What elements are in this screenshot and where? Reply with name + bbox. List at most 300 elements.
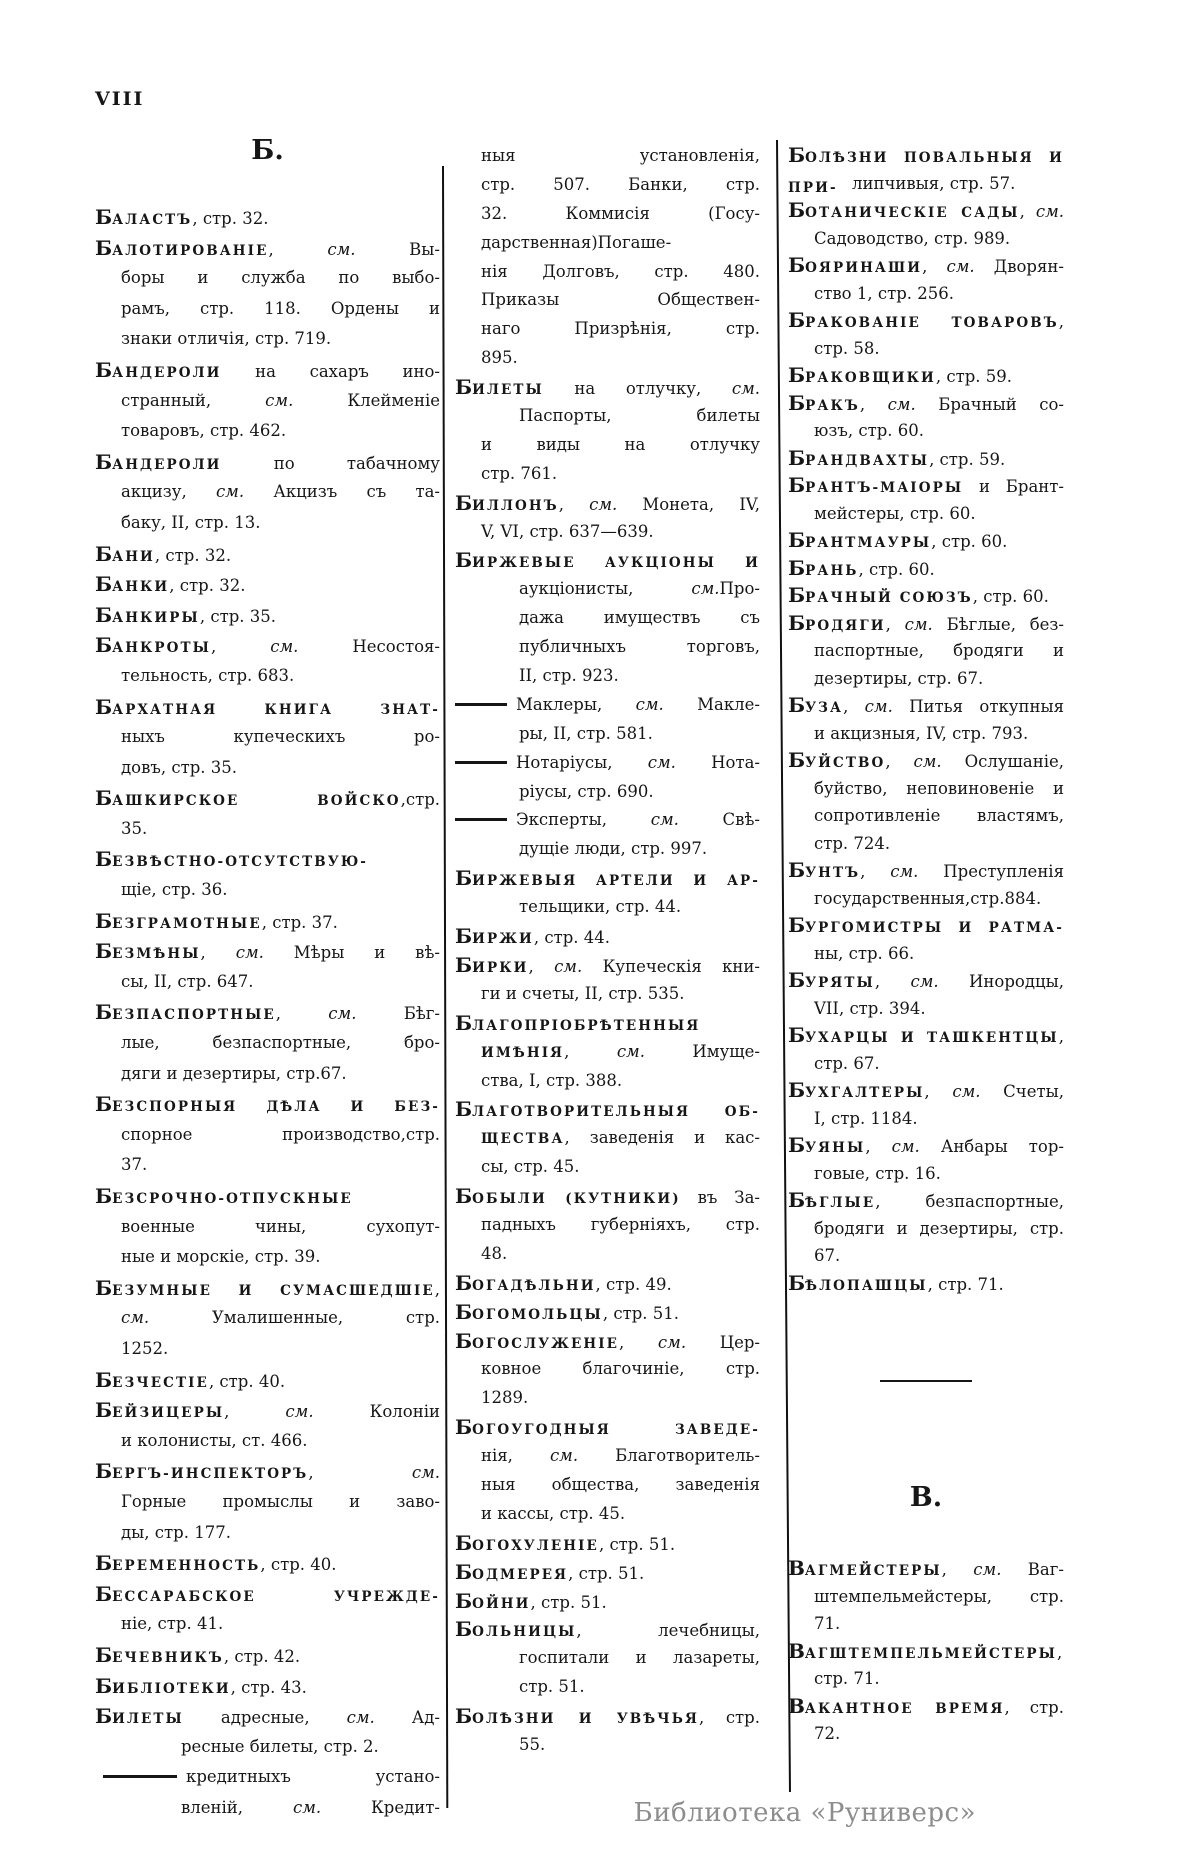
index-line: БИЛЛОНЪ, см. Монета, IV, [455,490,760,515]
headword: УХАРЦЫ И ТАШКЕНТЦЫ [805,1030,1059,1046]
headword-initial: Б [95,1551,113,1576]
headword-initial: Б [95,1367,113,1392]
headword-initial: Б [95,1398,113,1423]
index-line: БЕЗМѢНЫ, см. Мѣры и вѣ- [95,939,440,964]
headword-initial: Б [95,541,113,566]
headword: ОТАНИЧЕСКІЕ САДЫ [805,205,1020,221]
headword: ЕЗСРОЧНО-ОТПУСКНЫЕ [112,1191,353,1207]
headword-initial: Б [788,748,806,772]
index-line: стр. 507. Банки, стр. [481,174,760,194]
index-line: БРАКЪ, см. Брачный со- [788,390,1064,415]
index-line: ВАГМЕЙСТЕРЫ, см. Ваг- [788,1556,1064,1580]
headword-initial: Б [95,633,113,658]
index-line: БУРЯТЫ, см. Инородцы, [788,968,1064,992]
index-line: Маклеры, см. Макле- [455,691,760,720]
headword-initial: Б [95,694,113,719]
see-reference-abbrev: см. [946,257,975,276]
headword: ЕЗЧЕСТІЕ [112,1374,209,1391]
headword: ИЛЕТЫ [112,1711,184,1728]
headword-initial: Б [95,786,113,811]
headword: ОЯРИНАШИ [805,260,923,276]
see-reference-abbrev: см. [235,943,264,963]
index-line: госпитали и лазареты, [519,1648,760,1668]
headword-initial: Б [788,968,806,992]
index-line [95,1181,440,1212]
index-line: БОГОСЛУЖЕНІЕ, см. Цер- [455,1328,760,1353]
index-line: БЕРЕМЕННОСТЬ, стр. 40. [95,1551,337,1576]
index-line: падныхъ губерніяхъ, стр. [481,1214,760,1234]
see-reference-abbrev: см. [973,1560,1002,1579]
headword: АНИ [112,548,155,565]
headword: УНТЪ [805,865,861,881]
headword-initial: Б [95,1673,113,1698]
section-divider [788,1297,1064,1465]
headword-initial: Б [95,1092,113,1117]
headword-initial: Б [455,952,473,977]
index-line: БУЗА, см. Питья откупныя [788,693,1065,717]
index-line: ЩЕСТВА, заведенія и кас- [481,1128,760,1148]
see-reference-abbrev: см. [327,239,356,259]
index-line: спорное производство,стр. [121,1124,440,1144]
headword-initial: Б [788,528,806,552]
headword-initial: Б [95,1000,113,1025]
index-line: ныхъ купеческихъ ро- [121,727,440,747]
headword-initial: Б [95,1581,113,1606]
headword: ЛАГОПРІОБРѢТЕННЫЯ [472,1017,701,1034]
index-line: наго Призрѣнія, стр. [481,319,760,339]
index-line: БУНТЪ, см. Преступленія [788,858,1064,882]
headword-initial: Б [788,253,806,277]
headword: УРЯТЫ [805,975,875,991]
index-line [95,844,440,875]
ditto-dash [455,818,507,821]
headword-initial: Б [788,473,806,497]
index-line: БАНКИ, стр. 32. [95,572,246,597]
index-line: баку, II, стр. 13. [121,512,261,532]
headword-initial: Б [95,939,113,964]
headword: ИРКИ [472,959,529,976]
headword: РАКЪ [805,397,860,414]
see-reference-abbrev: см. [691,579,720,599]
index-line: см. Умалишенные, стр. [121,1308,440,1328]
index-line: БИЛЕТЫ на отлучку, см. [455,375,760,400]
index-line: сы, стр. 45. [481,1157,580,1177]
index-line: ресные билеты, стр. 2. [181,1736,379,1756]
headword-initial: Б [788,143,806,167]
index-line: и кассы, стр. 45. [481,1503,626,1523]
index-line: БЕЗГРАМОТНЫЕ, стр. 37. [95,908,338,933]
index-line: БУХАРЦЫ И ТАШКЕНТЦЫ, [788,1023,1064,1047]
headword: АНКРОТЫ [112,640,212,657]
index-line: 895. [481,348,518,368]
headword-initial: Б [788,198,806,222]
see-reference-abbrev: см. [891,1137,920,1156]
headword-initial: Б [95,1459,113,1484]
headword: ЕРГЪ-ИНСПЕКТОРЪ [112,1466,309,1483]
headword-initial: Б [95,205,113,229]
index-line: БОГАДѢЛЬНИ, стр. 49. [455,1270,672,1295]
headword-initial: Б [788,1078,806,1102]
see-reference-abbrev: см. [285,1402,314,1422]
headword-initial: Б [95,847,113,872]
index-line: 1252. [121,1338,169,1358]
index-line: странный, см. Клейменіе [121,390,440,410]
headword-initial: Б [95,235,113,260]
headword: АНДЕРОЛИ [112,456,222,473]
headword-initial: Б [788,390,806,415]
index-line: и акцизныя, IV, стр. 793. [814,723,1029,743]
see-reference-abbrev: см. [549,1446,579,1466]
index-line: Приказы Обществен- [481,290,760,310]
index-line [455,1095,760,1124]
index-line: ны, стр. 66. [814,943,915,963]
headword: АЛОТИРОВАНІЕ [112,242,269,259]
index-line: БОТАНИЧЕСКІЕ САДЫ, см. [788,198,1064,222]
index-line: БРОДЯГИ, см. Бѣглые, без- [788,610,1065,635]
headword: ЕССАРАБСКОЕ УЧРЕЖДЕ- [112,1588,440,1605]
index-line: БРАНТЪ-МАІОРЫ и Брант- [788,473,1064,497]
headword: ЕЧЕВНИКЪ [112,1649,224,1666]
see-reference-abbrev: см. [952,1082,981,1101]
headword: АГМЕЙСТЕРЫ [804,1563,942,1579]
index-line [788,912,1064,940]
index-line: 71. [814,1614,841,1633]
index-line: 55. [519,1734,546,1754]
headword: ОЛѢЗНИ ПОВАЛЬНЫЯ И ПРИ- [788,150,1064,196]
index-line: ныя общества, заведенія [481,1474,760,1494]
headword: ОГОХУЛЕНІЕ [472,1537,599,1554]
index-line: БРАКОВЩИКИ, стр. 59. [788,363,1012,387]
index-line: ры, II, стр. 581. [519,723,653,743]
ditto-dash [103,1775,177,1778]
index-line [95,1579,440,1610]
index-line: БЕЗПАСПОРТНЫЕ, см. Бѣг- [95,1000,440,1025]
headword-initial: Б [788,555,806,580]
headword-initial: Б [455,1559,473,1584]
see-reference-abbrev: см. [554,956,583,976]
headword: ОЛЬНИЦЫ [472,1624,577,1641]
index-line: щіе, стр. 36. [121,880,228,900]
headword-initial: Б [455,1328,473,1353]
index-line: БУЯНЫ, см. Анбары тор- [788,1133,1064,1157]
index-line: государственныя,стр.884. [814,888,1042,908]
index-line: I, стр. 1184. [814,1108,918,1128]
index-line: Эксперты, см. Свѣ- [455,806,760,835]
index-line: буйство, неповиновеніе и [814,778,1064,798]
index-line [455,546,760,575]
see-reference-abbrev: см. [346,1708,375,1728]
index-line: БОГОХУЛЕНІЕ, стр. 51. [455,1530,676,1555]
headword: УЗА [805,700,844,716]
index-line [455,864,760,893]
index-line: БАНДЕРОЛИ по табачному [95,449,440,474]
headword-initial: Б [455,375,473,400]
index-line: БЕЙЗИЦЕРЫ, см. Колоніи [95,1398,440,1423]
index-line: кредитныхъ устано- [95,1762,440,1793]
headword-initial: Б [788,1023,806,1047]
headword-initial: Б [455,866,473,891]
index-line: БРАЧНЫЙ СОЮЗЪ, стр. 60. [788,583,1049,607]
see-reference-abbrev: см. [913,752,942,771]
headword: РАНТМАУРЫ [805,535,932,551]
index-line: Садоводство, стр. 989. [814,228,1011,248]
headword: АНКИ [112,579,170,596]
index-line: липчивыя, стр. 57. [852,173,1016,193]
headword-initial: Б [95,602,113,627]
index-line: знаки отличія, стр. 719. [121,329,332,349]
see-reference-abbrev: см. [647,752,676,772]
headword-initial: Б [788,1270,806,1295]
headword-initial: Б [788,1133,806,1157]
headword-initial: Б [788,693,806,717]
headword: ЕЗВѢСТНО-ОТСУТСТВУЮ- [112,854,369,871]
index-line: дяги и дезертиры, стр.67. [121,1063,347,1083]
index-line: товаровъ, стр. 462. [121,421,287,441]
index-line: сопротивленіе властямъ, [814,806,1064,825]
headword: ОДМЕРЕЯ [472,1566,569,1583]
headword: ОГАДѢЛЬНИ [472,1277,596,1294]
index-column-2 [455,142,760,1760]
headword: ѢЛОПАШЦЫ [805,1277,928,1294]
headword: ЕЙЗИЦЕРЫ [112,1405,225,1422]
index-line: стр. 761. [481,463,558,483]
headword-initial: Б [455,490,473,515]
index-line: стр. 71. [814,1669,880,1688]
see-reference-abbrev: см. [292,1797,322,1817]
headword-initial: Б [455,1415,473,1440]
index-line: дезертиры, стр. 67. [814,668,984,688]
index-line: стр. 67. [814,1053,880,1073]
headword: ИРЖИ [472,931,534,948]
headword: АНКИРЫ [112,609,200,626]
index-line: БѢГЛЫЕ, безпаспортные, [788,1188,1064,1212]
headword: РАКОВЩИКИ [805,370,936,386]
index-line: дажа имуществъ съ [519,608,760,628]
index-line: 48. [481,1243,508,1263]
index-line: БРАНТМАУРЫ, стр. 60. [788,528,1008,552]
see-reference-abbrev: см. [910,972,939,991]
index-line: паспортные, бродяги и [814,641,1064,660]
index-line: V, VI, стр. 637—639. [481,521,654,541]
headword-initial: Б [455,1010,473,1035]
headword: ИБЛІОТЕКИ [112,1680,231,1697]
index-line: 37. [121,1155,148,1175]
index-line: вленій, см. Кредит- [181,1797,440,1817]
index-line: 32. Коммисія (Госу- [481,203,760,223]
index-line: ріусы, стр. 690. [519,781,654,801]
index-line: ды, стр. 177. [121,1522,231,1542]
index-line: 35. [121,818,148,838]
headword: АКАНТНОЕ ВРЕМЯ [804,1700,1005,1717]
headword-initial: Б [455,1588,473,1613]
page-number: VIII [95,88,145,110]
headword-initial: Б [788,308,806,332]
index-line: БИРЖИ, стр. 44. [455,924,611,949]
see-reference-abbrev: см. [890,862,919,881]
headword: ОГОУГОДНЫЯ ЗАВЕДЕ- [472,1422,760,1439]
index-line: БИРКИ, см. Купеческія кни- [455,952,760,977]
headword: УРГОМИСТРЫ И РАТМА- [805,920,1064,936]
headword: РАЧНЫЙ СОЮЗЪ [805,590,973,606]
headword: УЙСТВО [805,755,886,771]
headword-initial: Б [788,363,806,387]
see-reference-abbrev: см. [589,494,618,514]
index-line: БАЛАСТЪ, стр. 32. [95,205,269,229]
index-line: ВАКАНТНОЕ ВРЕМЯ, стр. [788,1693,1064,1718]
index-line: БОЯРИНАШИ, см. Дворян- [788,253,1064,277]
see-reference-abbrev: см. [215,482,245,502]
headword: ЕЗУМНЫЕ И СУМАСШЕДШІЕ [112,1282,435,1299]
headword: ОГОСЛУЖЕНІЕ [472,1335,620,1352]
headword-initial: В [788,1638,805,1663]
index-line: БАНИ, стр. 32. [95,541,232,566]
index-line: ніе, стр. 41. [121,1614,224,1634]
see-reference-abbrev: см. [270,637,299,657]
index-line: ство 1, стр. 256. [814,283,954,303]
section-letter-header: В. [909,1482,943,1513]
index-line: БЕЗУМНЫЕ И СУМАСШЕДШІЕ, [95,1275,440,1300]
headword: АЛАСТЪ [112,212,193,228]
index-line: БОБЫЛИ (КУТНИКИ) въ За- [455,1184,760,1209]
index-line: тельщики, стр. 44. [519,897,682,917]
index-line: рамъ, стр. 118. Ордены и [121,298,440,318]
headword: УХГАЛТЕРЫ [805,1085,925,1101]
headword: РАНТЪ-МАІОРЫ [805,480,964,496]
index-line: стр. 51. [519,1677,585,1697]
index-line: штемпельмейстеры, стр. [814,1586,1064,1606]
index-line: публичныхъ торговъ, [519,637,760,657]
see-reference-abbrev: см. [328,1004,357,1024]
index-line: дарственная)Погаше- [481,232,672,252]
headword-initial: Б [95,1704,113,1729]
index-line: 72. [814,1724,841,1743]
index-line [95,692,440,723]
divider-rule [880,1380,972,1382]
index-line [455,1009,760,1038]
headword: ЕЗГРАМОТНЫЕ [112,915,262,932]
index-line: БИЛЕТЫ адресные, см. Ад- [95,1704,440,1729]
index-line: БОЙНИ, стр. 51. [455,1588,607,1613]
headword-initial: Б [455,1530,473,1555]
index-line: 67. [814,1246,841,1265]
index-line: БАНКИРЫ, стр. 35. [95,602,277,627]
see-reference-abbrev: см. [265,390,294,410]
headword-continuation: ЩЕСТВА [481,1131,565,1148]
headword-continuation: ИМѢНІЯ [481,1044,565,1061]
headword-initial: Б [455,924,473,949]
headword-initial: Б [788,1188,806,1212]
headword: ЛАГОТВОРИТЕЛЬНЫЯ ОБ- [472,1104,760,1121]
see-reference-abbrev: см. [731,379,760,399]
headword-initial: Б [95,1184,113,1208]
see-reference-abbrev: см. [411,1463,440,1483]
index-line: аукціонисты, см.Про- [519,579,760,599]
headword-initial: Б [455,548,473,573]
index-line: ныя установленія, [481,146,760,165]
index-line: Паспорты, билеты [519,406,760,426]
headword: ИРЖЕВЫЯ АРТЕЛИ И АР- [472,873,760,890]
ditto-dash [455,703,507,706]
headword: ОБЫЛИ (КУТНИКИ) [472,1191,681,1208]
see-reference-abbrev: см. [616,1041,645,1061]
see-reference-abbrev: см. [864,697,893,716]
index-line: военные чины, сухопут- [121,1216,440,1236]
headword: ОГОМОЛЬЦЫ [472,1306,603,1323]
headword: ѢГЛЫЕ [805,1195,876,1211]
index-line: нія, см. Благотворитель- [481,1446,760,1466]
index-line: БАНДЕРОЛИ на сахаръ ино- [95,357,440,382]
index-line: БЕЧЕВНИКЪ, стр. 42. [95,1642,301,1667]
headword-initial: В [788,1556,805,1580]
index-line: БѢЛОПАШЦЫ, стр. 71. [788,1270,1004,1295]
see-reference-abbrev: см. [635,694,664,714]
index-line: ковное благочиніе, стр. [481,1359,760,1379]
headword: РАНДВАХТЫ [805,452,930,469]
index-line: БАЛОТИРОВАНІЕ, см. Вы- [95,235,440,260]
headword: УЯНЫ [805,1140,866,1156]
see-reference-abbrev: см. [904,614,933,634]
index-line: БИБЛІОТЕКИ, стр. 43. [95,1673,307,1698]
index-line: боры и служба по выбо- [121,268,440,288]
see-reference-abbrev: см. [657,1332,687,1352]
index-line: стр. 58. [814,338,880,358]
headword: АШКИРСКОЕ ВОЙСКО [112,793,401,810]
headword: АНДЕРОЛИ [112,364,222,381]
index-line: говые, стр. 16. [814,1163,941,1183]
index-column-1 [95,130,440,1823]
index-line: дущіе люди, стр. 997. [519,839,708,859]
headword: АРХАТНАЯ КНИГА ЗНАТ- [112,701,440,718]
index-line: БРАНЬ, стр. 60. [788,555,935,580]
headword-initial: Б [788,445,806,470]
see-reference-abbrev: см. [121,1308,150,1328]
index-line: акцизу, см. Акцизъ съ та- [121,482,440,502]
index-line: БРАНДВАХТЫ, стр. 59. [788,445,1006,470]
index-line: ги и счеты, II, стр. 535. [481,983,685,1003]
index-line: БУХГАЛТЕРЫ, см. Счеты, [788,1078,1064,1102]
index-line: тельность, стр. 683. [121,665,295,685]
index-line: 1289. [481,1388,529,1408]
index-line: VII, стр. 394. [814,998,926,1018]
ditto-dash [455,761,507,764]
headword-initial: Б [95,572,113,597]
section-letter-header: Б. [251,135,284,166]
headword-initial: Б [455,1184,473,1209]
index-line: БОЛЬНИЦЫ, лечебницы, [455,1617,760,1642]
headword-initial: Б [788,610,806,635]
headword: ОЙНИ [472,1595,531,1612]
headword: ЕЗСПОРНЫЯ ДѢЛА И БЕЗ- [112,1099,440,1116]
headword: ЕЗПАСПОРТНЫЕ [112,1007,276,1024]
headword: РАНЬ [805,562,859,579]
headword-initial: Б [95,1275,113,1300]
index-line: нія Долговъ, стр. 480. [481,261,760,281]
index-line: БАНКРОТЫ, см. Несостоя- [95,633,440,658]
index-line: и колонисты, ст. 466. [121,1430,308,1450]
headword: ЕЗМѢНЫ [112,946,201,963]
index-line: и виды на отлучку [481,434,760,454]
column-separator-rule [442,166,448,1808]
index-line: лые, безпаспортные, бро- [121,1033,440,1053]
index-line: ные и морскіе, стр. 39. [121,1247,321,1267]
headword-initial: Б [788,583,806,607]
index-line: II, стр. 923. [519,666,619,686]
headword-initial: Б [455,1617,473,1642]
headword: ИРЖЕВЫЕ АУКЦІОНЫ И [472,555,760,572]
index-line: ИМѢНІЯ, см. Имуще- [481,1041,760,1061]
headword-initial: Б [788,913,806,937]
index-line: довъ, стр. 35. [121,757,238,777]
